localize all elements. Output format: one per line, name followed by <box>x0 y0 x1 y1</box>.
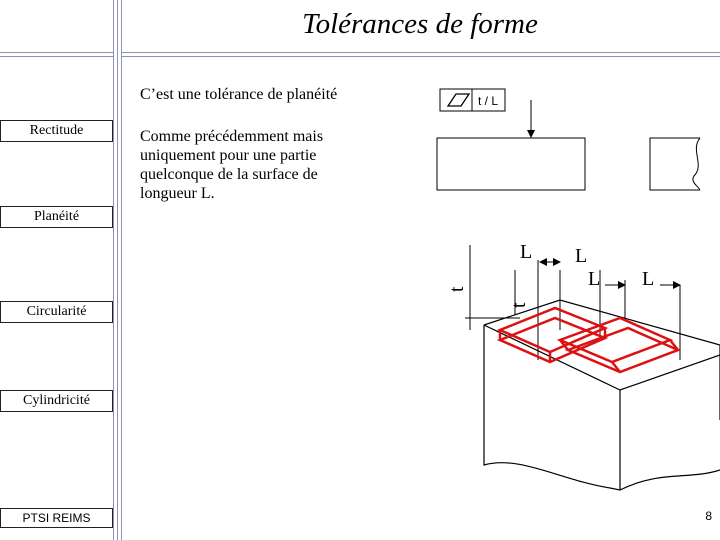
sidebar-item-label: Planéité <box>33 209 80 224</box>
sidebar-item-label: Circularité <box>26 304 87 319</box>
part-side-view <box>650 138 700 190</box>
sidebar-item-label: Rectitude <box>29 123 84 138</box>
tolerance-frame <box>440 89 505 111</box>
dimension-label-L: L <box>575 245 588 267</box>
dimension-label-t: t <box>446 286 468 292</box>
body-line: quelconque de la surface de <box>140 166 318 183</box>
dimension-label-t: t <box>508 302 530 308</box>
slide-subtitle: C’est une tolérance de planéité <box>140 86 338 103</box>
body-line: uniquement pour une partie <box>140 147 317 164</box>
part-front-view <box>437 138 585 190</box>
tolerance-frame-text: t / L <box>478 94 499 108</box>
dimension-label-L: L <box>642 268 655 290</box>
page-title: Tolérances de forme <box>302 8 538 40</box>
institution-label: PTSI REIMS <box>0 508 113 528</box>
tolerance-zone <box>500 308 678 372</box>
sidebar-item-label: Cylindricité <box>23 393 90 408</box>
body-line: Comme précédemment mais <box>140 128 324 145</box>
page-number: 8 <box>705 509 712 523</box>
dimension-label-L: L <box>520 241 533 263</box>
dimension-label-L: L <box>588 268 601 290</box>
body-line: longueur L. <box>140 185 215 202</box>
